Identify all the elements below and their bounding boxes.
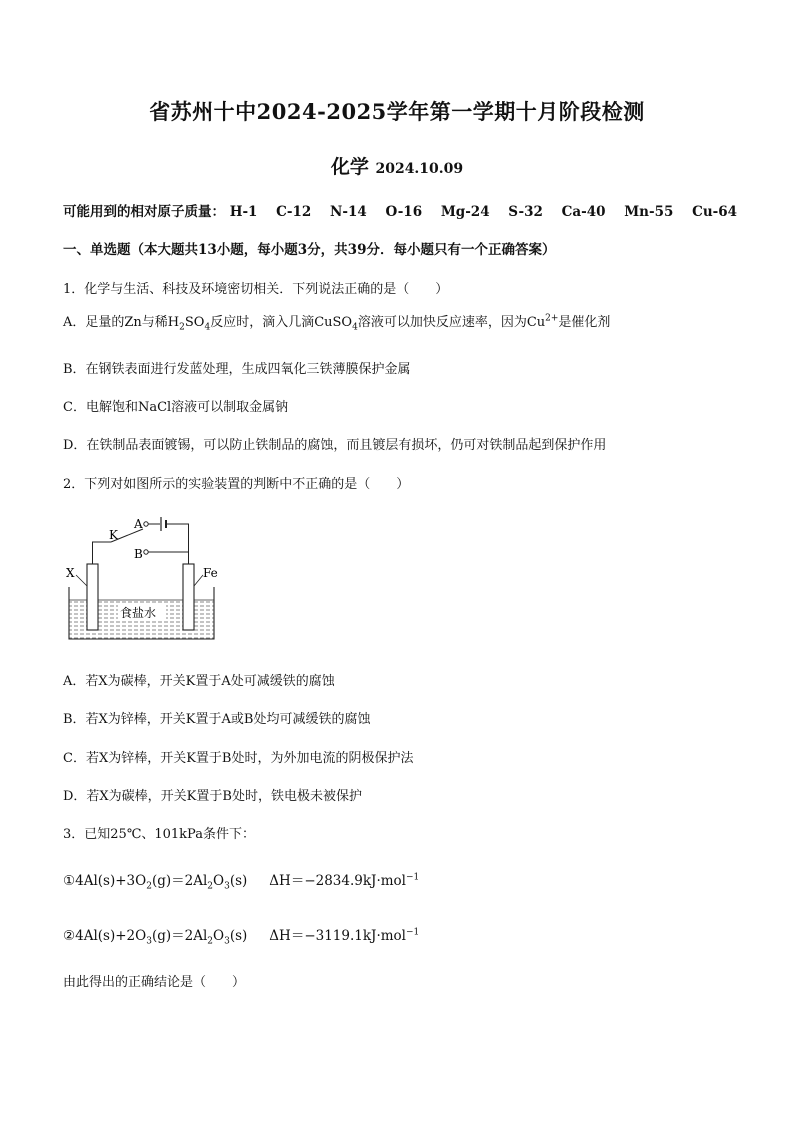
subscript: 3 xyxy=(146,936,152,947)
q1-option-a xyxy=(63,311,610,333)
subject-heading xyxy=(0,152,794,179)
atomic-mass-item: Mg-24 xyxy=(440,204,490,220)
q1-a-text: 溶液可以加快反应速率，因为Cu xyxy=(357,315,546,330)
q2-option-d: D．若X为碳棒，开关K置于B处时，铁电极未被保护 xyxy=(63,789,362,804)
equation-marker: ① xyxy=(63,873,76,889)
superscript: −1 xyxy=(406,872,420,883)
q1-a-text: 反应时，滴入几滴CuSO xyxy=(210,315,353,330)
equation-text: (s) xyxy=(229,873,248,889)
electrode-x xyxy=(87,564,98,630)
electrode-fe xyxy=(183,564,194,630)
equation-2 xyxy=(63,924,419,947)
q2-option-b: B．若X为锌棒，开关K置于A或B处均可减缓铁的腐蚀 xyxy=(63,712,371,727)
atomic-mass-item: C-12 xyxy=(276,204,312,220)
q2-option-c: C．若X为锌棒，开关K置于B处时，为外加电流的阴极保护法 xyxy=(63,751,414,766)
equation-text: (g)＝2Al xyxy=(151,873,208,889)
q1-a-text: SO xyxy=(184,315,205,330)
q2-stem: 2．下列对如图所示的实验装置的判断中不正确的是（ ） xyxy=(63,477,410,492)
label-salt-water: 食盐水 xyxy=(120,606,157,620)
atomic-mass-item: Mn-55 xyxy=(624,204,674,220)
q1-a-text: 是催化剂 xyxy=(558,315,611,330)
equation-text: 4Al(s)+3O xyxy=(75,873,147,889)
q3-conclusion-prompt: 由此得出的正确结论是（ ） xyxy=(63,975,246,990)
page-title: 省苏州十中2024-2025学年第一学期十月阶段检测 xyxy=(149,99,645,124)
subscript: 3 xyxy=(224,881,230,892)
subscript: 2 xyxy=(179,322,185,333)
equation-text: (s) xyxy=(229,928,248,944)
atomic-mass-item: N-14 xyxy=(330,204,367,220)
subscript: 2 xyxy=(207,881,214,892)
atomic-mass-item: S-32 xyxy=(508,204,543,220)
terminal-b xyxy=(144,550,148,554)
label-k: K xyxy=(109,528,118,542)
atomic-masses-label: 可能用到的相对原子质量： xyxy=(63,204,225,220)
atomic-mass-item: O-16 xyxy=(385,204,423,220)
q3-stem: 3．已知25℃、101kPa条件下： xyxy=(63,827,255,842)
subscript: 4 xyxy=(352,322,358,333)
q2-option-a: A．若X为碳棒，开关K置于A处可减缓铁的腐蚀 xyxy=(63,674,335,689)
q1-stem: 1．化学与生活、科技及环境密切相关．下列说法正确的是（ ） xyxy=(63,282,449,297)
atomic-mass-item: H-1 xyxy=(229,204,258,220)
exam-date: 2024.10.09 xyxy=(375,161,464,177)
label-a: A xyxy=(134,517,143,531)
atomic-mass-item: Cu-64 xyxy=(692,204,738,220)
subscript: 2 xyxy=(146,881,152,892)
electrochem-apparatus-figure xyxy=(62,512,222,644)
equation-text: (g)＝2Al xyxy=(151,928,208,944)
equation-text: O xyxy=(213,928,225,944)
label-fe: Fe xyxy=(203,566,218,580)
equation-text: O xyxy=(213,873,225,889)
section-heading: 一、单选题（本大题共13小题，每小题3分，共39分．每小题只有一个正确答案） xyxy=(63,242,556,258)
subscript: 2 xyxy=(207,936,214,947)
equation-1 xyxy=(63,869,419,892)
equation-marker: ② xyxy=(63,928,76,944)
label-x: X xyxy=(66,566,75,580)
terminal-a xyxy=(144,522,148,526)
wire-battery-to-fe xyxy=(167,524,189,564)
q1-option-c: C．电解饱和NaCl溶液可以制取金属钠 xyxy=(63,400,289,415)
superscript: −1 xyxy=(406,927,420,938)
subscript: 4 xyxy=(204,322,211,333)
q1-option-b: B．在钢铁表面进行发蓝处理，生成四氧化三铁薄膜保护金属 xyxy=(63,362,411,377)
enthalpy-value: ΔH＝−2834.9kJ·mol xyxy=(269,873,406,889)
atomic-masses xyxy=(63,200,751,220)
atomic-mass-item: Ca-40 xyxy=(561,204,606,220)
subject-name: 化学 xyxy=(330,156,369,178)
enthalpy-value: ΔH＝−3119.1kJ·mol xyxy=(269,928,406,944)
q1-option-d: D．在铁制品表面镀锡，可以防止铁制品的腐蚀，而且镀层有损坏，仍可对铁制品起到保护作用 xyxy=(63,438,607,453)
wire-x-to-k xyxy=(93,542,112,564)
superscript: 2+ xyxy=(545,313,559,324)
label-b: B xyxy=(134,547,143,561)
q1-a-text: A．足量的Zn与稀H xyxy=(63,315,180,330)
equation-text: 4Al(s)+2O xyxy=(75,928,147,944)
subscript: 3 xyxy=(224,936,230,947)
